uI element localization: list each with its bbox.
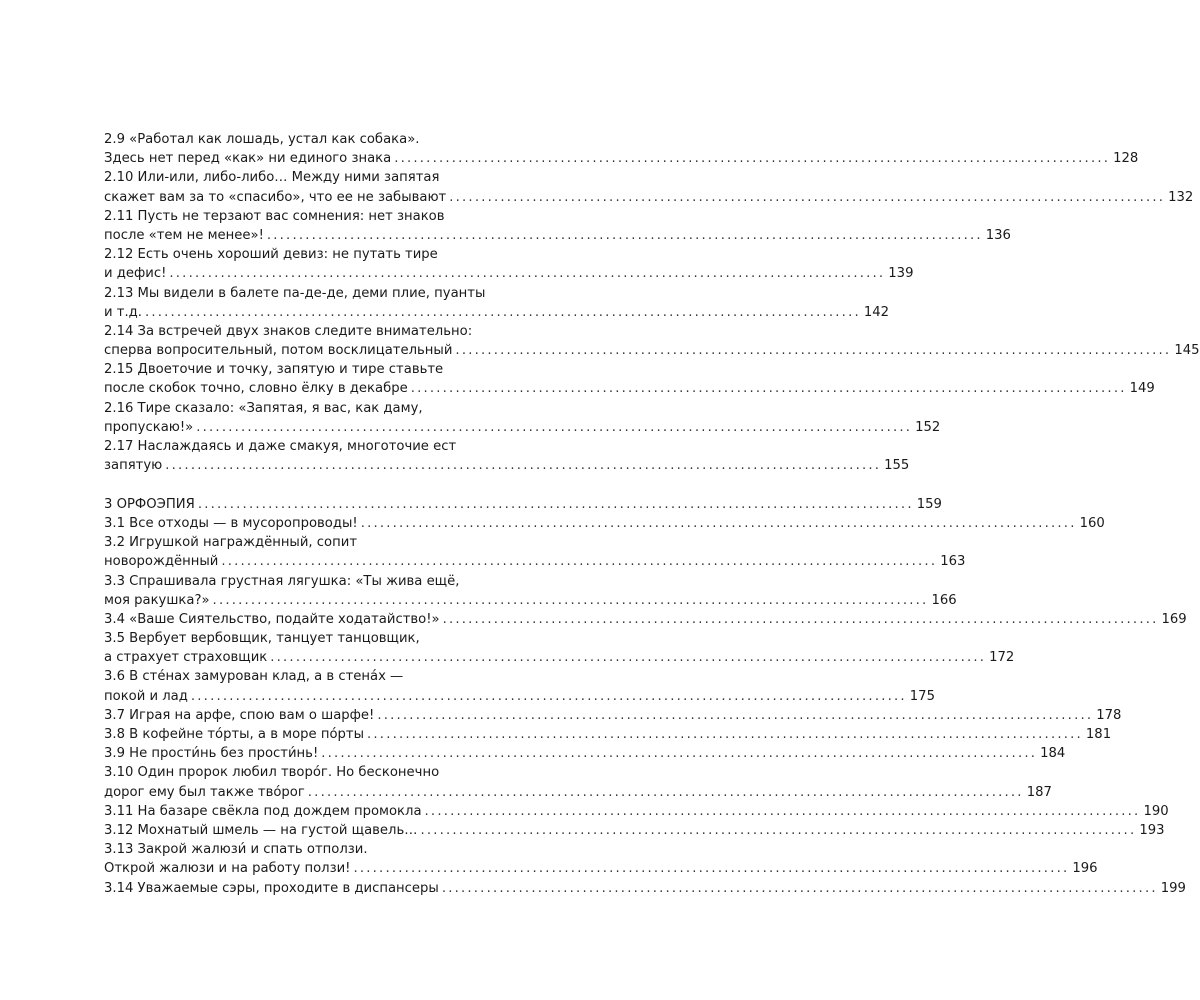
dot-leader: ................................................................................................................ bbox=[266, 227, 983, 243]
dot-leader: ................................................................................................................ bbox=[377, 707, 1094, 723]
toc-entry-text: 3.5 Вербует вербовщик, танцует танцовщик, bbox=[104, 631, 420, 647]
toc-entry bbox=[104, 437, 910, 475]
toc-entry-line bbox=[104, 322, 490, 341]
dot-leader: ................................................................................................................ bbox=[307, 784, 1024, 800]
toc-entry-text: Открой жалюзи и на работу ползи! bbox=[104, 861, 351, 877]
toc-page-number: 169 bbox=[1161, 611, 1187, 627]
dot-leader: ................................................................................................................ bbox=[270, 650, 987, 666]
toc-entry-line bbox=[104, 879, 1186, 898]
dot-leader: ................................................................................................................ bbox=[321, 746, 1038, 762]
toc-entry-line bbox=[104, 802, 1169, 821]
toc-entry-line bbox=[104, 168, 490, 187]
toc-entry-text: 2.9 «Работал как лошадь, устал как собака». bbox=[104, 132, 420, 147]
toc-page-number: 155 bbox=[884, 458, 910, 474]
toc-entry-line bbox=[104, 840, 490, 859]
toc-page-number: 128 bbox=[1113, 151, 1139, 167]
toc-entry-line bbox=[104, 744, 1066, 763]
toc-chapter-3 bbox=[104, 495, 942, 514]
toc-entry-line bbox=[104, 226, 1011, 245]
dot-leader: ................................................................................................................ bbox=[212, 592, 929, 608]
toc-entry-text: 3 ОРФОЭПИЯ bbox=[104, 496, 195, 512]
toc-page-number: 184 bbox=[1040, 746, 1066, 762]
toc-entry bbox=[104, 725, 1112, 744]
toc-entry-line bbox=[104, 552, 966, 571]
toc-entry bbox=[104, 130, 1139, 168]
toc-entry-line bbox=[104, 264, 914, 283]
toc-entry-text: 2.17 Наслаждаясь и даже смакуя, многоточие ест bbox=[104, 439, 457, 454]
toc-entry-line bbox=[104, 437, 490, 456]
toc-entry bbox=[104, 245, 914, 283]
toc-entry bbox=[104, 322, 1200, 360]
toc-entry-line bbox=[104, 130, 490, 149]
toc-entry bbox=[104, 284, 890, 322]
toc-entry bbox=[104, 207, 1011, 245]
toc-entry-text: 3.7 Играя на арфе, спою вам о шарфе! bbox=[104, 707, 375, 723]
toc-entry bbox=[104, 840, 1098, 878]
toc-entry-text: 3.1 Все отходы — в мусоропроводы! bbox=[104, 515, 358, 531]
toc-entry-text: и дефис! bbox=[104, 266, 167, 282]
toc-entry-line bbox=[104, 821, 1165, 840]
toc-page-number: 145 bbox=[1174, 343, 1200, 359]
dot-leader: ................................................................................................................ bbox=[442, 611, 1159, 627]
toc-entry bbox=[104, 667, 935, 705]
toc-entry-text: 3.11 На базаре свёкла под дождем промокла bbox=[104, 803, 422, 819]
section-gap bbox=[104, 475, 490, 494]
toc-entry bbox=[104, 514, 1105, 533]
toc-entry-line bbox=[104, 648, 1015, 667]
toc-entry-text: 2.11 Пусть не терзают вас сомнения: нет знаков bbox=[104, 208, 445, 224]
toc-page-number: 160 bbox=[1079, 515, 1105, 531]
toc-entry-line bbox=[104, 667, 490, 686]
toc-entry-line bbox=[104, 533, 490, 552]
dot-leader: ................................................................................................................ bbox=[449, 189, 1166, 205]
dot-leader: ................................................................................................................ bbox=[197, 496, 914, 512]
toc-entry-line bbox=[104, 687, 935, 706]
dot-leader: ................................................................................................................ bbox=[410, 381, 1127, 397]
toc-entry-text: 3.12 Мохнатый шмель — на густой щавель… bbox=[104, 822, 418, 838]
toc-entry-text: 2.15 Двоеточие и точку, запятую и тире ставьте bbox=[104, 362, 444, 378]
dot-leader: ................................................................................................................ bbox=[424, 803, 1141, 819]
toc-entry-text: 3.4 «Ваше Сиятельство, подайте ходатайство!» bbox=[104, 611, 440, 627]
toc-page-number: 199 bbox=[1160, 880, 1186, 896]
toc-entry-line bbox=[104, 360, 490, 379]
toc-entry bbox=[104, 495, 942, 514]
dot-leader: ................................................................................................................ bbox=[165, 458, 882, 474]
toc-entry-text: покой и лад bbox=[104, 688, 188, 704]
toc-entry-text: запятую bbox=[104, 458, 163, 474]
toc-page-number: 152 bbox=[915, 419, 941, 435]
dot-leader: ................................................................................................................ bbox=[190, 688, 907, 704]
toc-page-number: 172 bbox=[989, 650, 1015, 666]
toc-entry-text: 3.10 Один пророк любил творо́г. Но бесконечно bbox=[104, 765, 440, 781]
toc-entry bbox=[104, 629, 1015, 667]
toc-entry-line bbox=[104, 591, 957, 610]
toc-entry-line bbox=[104, 456, 910, 475]
toc-page-number: 149 bbox=[1129, 381, 1155, 397]
toc-entry-line bbox=[104, 495, 942, 514]
toc-entry bbox=[104, 572, 957, 610]
toc-entry bbox=[104, 360, 1155, 398]
toc-entry-text: а страхует страховщик bbox=[104, 650, 268, 666]
toc-page-number: 193 bbox=[1139, 822, 1165, 838]
toc-page-number: 166 bbox=[931, 592, 957, 608]
dot-leader: ................................................................................................................ bbox=[455, 343, 1172, 359]
toc-entry-line bbox=[104, 629, 490, 648]
dot-leader: ................................................................................................................ bbox=[353, 861, 1070, 877]
toc-entry-line bbox=[104, 341, 1200, 360]
toc-entry bbox=[104, 763, 1052, 801]
toc-entry-text: дорог ему был также тво́рог bbox=[104, 784, 305, 800]
toc-section-3-entries bbox=[104, 514, 1187, 898]
toc-entry-line bbox=[104, 783, 1052, 802]
toc-entry-line bbox=[104, 859, 1098, 878]
toc-page-number: 175 bbox=[909, 688, 935, 704]
toc-page-number: 187 bbox=[1026, 784, 1052, 800]
toc-entry-line bbox=[104, 514, 1105, 533]
toc-page-number: 163 bbox=[940, 554, 966, 570]
toc-entry-line bbox=[104, 763, 490, 782]
toc-entry-line bbox=[104, 149, 1139, 168]
dot-leader: ................................................................................................................ bbox=[221, 554, 938, 570]
dot-leader: ................................................................................................................ bbox=[196, 419, 913, 435]
toc-entry-line bbox=[104, 207, 490, 226]
toc-entry-text: скажет вам за то «спасибо», что ее не забывают bbox=[104, 189, 447, 205]
toc-entry-line bbox=[104, 572, 490, 591]
toc-entry-text: Здесь нет перед «как» ни единого знака bbox=[104, 151, 392, 167]
dot-leader: ................................................................................................................ bbox=[441, 880, 1158, 896]
toc-page-number: 181 bbox=[1085, 727, 1112, 743]
toc-entry bbox=[104, 821, 1165, 840]
toc-entry bbox=[104, 706, 1122, 725]
toc-entry bbox=[104, 168, 1194, 206]
toc-entry-text: и т.д. bbox=[104, 304, 142, 320]
toc-entry-text: 3.9 Не прости́нь без прости́нь! bbox=[104, 746, 319, 762]
toc-entry bbox=[104, 744, 1066, 763]
toc-entry bbox=[104, 533, 966, 571]
toc-entry-line bbox=[104, 725, 1112, 744]
toc-entry-text: 3.6 В сте́нах замурован клад, а в стена́х — bbox=[104, 669, 404, 685]
toc-entry-text: 2.13 Мы видели в балете па-де-де, деми плие, пуанты bbox=[104, 285, 486, 301]
toc-entry-text: после скобок точно, словно ёлку в декабре bbox=[104, 381, 408, 397]
toc-entry-text: пропускаю!» bbox=[104, 419, 194, 435]
toc-entry-text: 3.8 В кофейне то́рты, а в море по́рты bbox=[104, 727, 365, 743]
toc-entry-text: 2.12 Есть очень хороший девиз: не путать тире bbox=[104, 247, 438, 263]
toc-page-number: 190 bbox=[1143, 803, 1169, 819]
toc-entry bbox=[104, 610, 1187, 629]
dot-leader: ................................................................................................................ bbox=[394, 151, 1111, 167]
toc-entry-text: 3.13 Закрой жалюзи́ и спать отползи. bbox=[104, 842, 368, 858]
toc-entry bbox=[104, 802, 1169, 821]
toc-page-number: 139 bbox=[888, 266, 914, 282]
toc-entry-text: 2.16 Тире сказало: «Запятая, я вас, как даму, bbox=[104, 400, 423, 416]
toc-entry-line bbox=[104, 610, 1187, 629]
dot-leader: ................................................................................................................ bbox=[367, 727, 1083, 743]
table-of-contents bbox=[104, 130, 1200, 898]
toc-entry bbox=[104, 879, 1186, 898]
toc-entry-line bbox=[104, 418, 941, 437]
toc-entry-text: 3.2 Игрушкой награждённый, сопит bbox=[104, 535, 357, 551]
toc-entry-line bbox=[104, 284, 490, 303]
toc-entry-text: 3.14 Уважаемые сэры, проходите в диспансеры bbox=[104, 880, 439, 896]
toc-entry bbox=[104, 399, 941, 437]
toc-entry-line bbox=[104, 245, 490, 264]
dot-leader: ................................................................................................................ bbox=[144, 304, 861, 320]
toc-entry-text: моя ракушка?» bbox=[104, 592, 210, 608]
toc-entry-line bbox=[104, 399, 490, 418]
toc-entry-text: 2.14 За встречей двух знаков следите внимательно: bbox=[104, 323, 473, 339]
dot-leader: ................................................................................................................ bbox=[360, 515, 1077, 531]
toc-entry-line bbox=[104, 379, 1155, 398]
toc-entry-text: новорождённый bbox=[104, 554, 219, 570]
toc-section-2-entries bbox=[104, 130, 1200, 475]
dot-leader: ................................................................................................................ bbox=[169, 266, 886, 282]
toc-entry-text: 3.3 Спрашивала грустная лягушка: «Ты жива ещё, bbox=[104, 573, 460, 589]
toc-page-number: 132 bbox=[1168, 189, 1194, 205]
toc-entry-text: 2.10 Или-или, либо-либо… Между ними запятая bbox=[104, 170, 440, 186]
dot-leader: ................................................................................................................ bbox=[420, 822, 1137, 838]
toc-entry-line bbox=[104, 303, 890, 322]
toc-entry-line bbox=[104, 706, 1122, 725]
toc-page-number: 178 bbox=[1096, 707, 1122, 723]
toc-page-number: 142 bbox=[863, 304, 890, 320]
toc-entry-line bbox=[104, 188, 1194, 207]
toc-page-number: 196 bbox=[1072, 861, 1098, 877]
toc-entry-text: после «тем не менее»! bbox=[104, 227, 264, 243]
toc-entry-text: сперва вопросительный, потом восклицательный bbox=[104, 343, 453, 359]
toc-page-number: 159 bbox=[916, 496, 942, 512]
toc-page-number: 136 bbox=[985, 227, 1011, 243]
